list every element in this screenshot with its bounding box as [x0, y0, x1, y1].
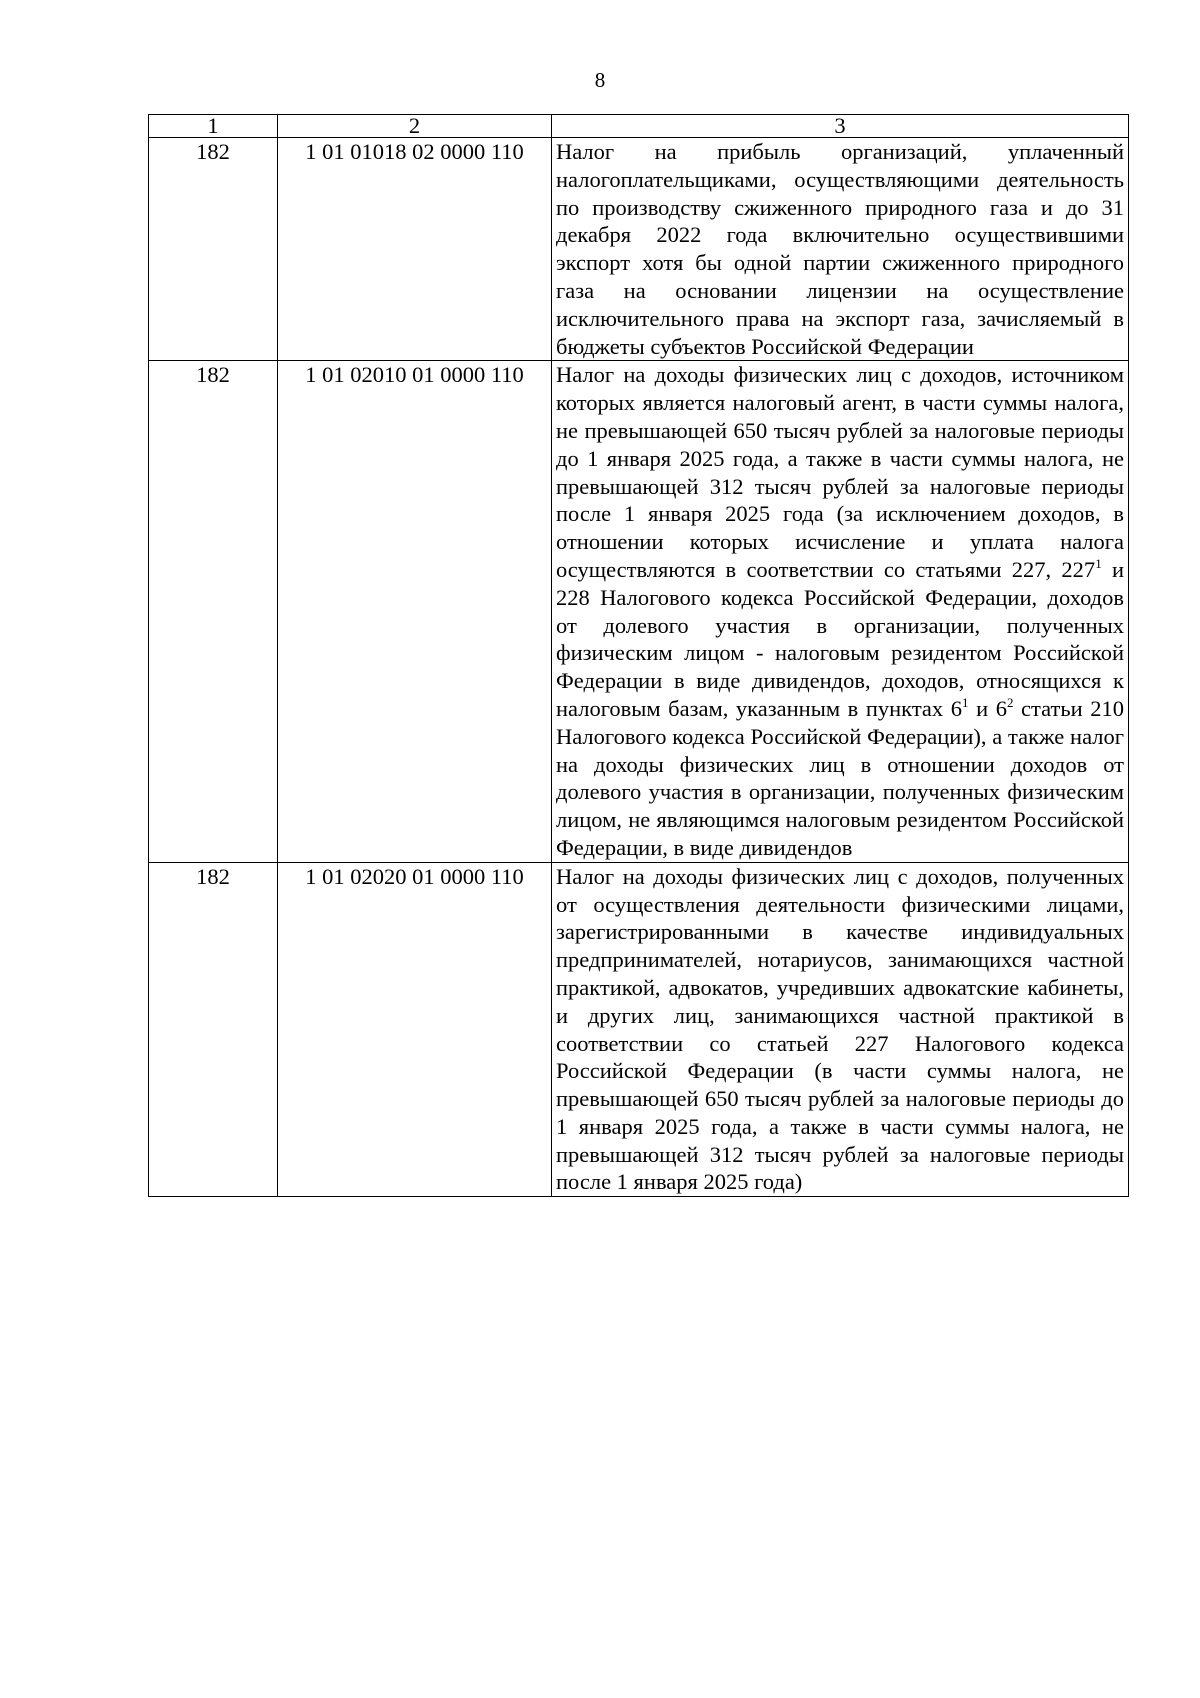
table-row	[149, 361, 1129, 862]
income-name-text-part: и 6	[968, 695, 1007, 721]
table-row	[149, 862, 1129, 1197]
income-name-cell	[552, 361, 1129, 862]
budget-classification-table	[148, 114, 1129, 1197]
income-name-text-part: Налог на доходы физических лиц с доходов, источником которых является налоговый агент, в части суммы налога, не превышающей 650 тысяч рублей за налоговые периоды до 1 января 2025 года, а также в части суммы налога, не превышающей 312 тысяч рублей за налоговые периоды после 1 января 2025 года (за исключением доходов, в отношении которых исчисление и уплата налога осуществляются в соответствии со статьями 227, 227	[556, 362, 1124, 582]
income-name-text-part: и 228 Налогового кодекса Российской Федерации, доходов от долевого участия в организации, полученных физическим лицом - налоговым резидентом Российской Федерации в виде дивидендов, доходов, относящихся к налоговым базам, указанным в пунктах 6	[556, 556, 1124, 721]
kbk-code-cell: 1 01 02020 01 0000 110	[278, 862, 552, 1197]
superscript-index: 2	[1006, 694, 1014, 710]
column-header-2: 2	[278, 115, 552, 138]
table-row	[149, 138, 1129, 361]
admin-code-cell: 182	[149, 138, 278, 361]
column-header-1: 1	[149, 115, 278, 138]
admin-code-cell: 182	[149, 361, 278, 862]
income-name-cell: Налог на прибыль организаций, уплаченный налогоплательщиками, осуществляющими деятельность по производству сжиженного природного газа и до 31 декабря 2022 года включительно осуществившими экспорт хотя бы одной партии сжиженного природного газа на основании лицензии на осуществление исключительного права на экспорт газа, зачисляемый в бюджеты субъектов Российской Федерации	[552, 138, 1129, 361]
table-header-row	[149, 115, 1129, 138]
income-name-cell: Налог на доходы физических лиц с доходов, полученных от осуществления деятельности физическими лицами, зарегистрированными в качестве индивидуальных предпринимателей, нотариусов, занимающихся частной практикой, адвокатов, учредивших адвокатские кабинеты, и других лиц, занимающихся частной практикой в соответствии со статьей 227 Налогового кодекса Российской Федерации (в части суммы налога, не превышающей 650 тысяч рублей за налоговые периоды до 1 января 2025 года, а также в части суммы налога, не превышающей 312 тысяч рублей за налоговые периоды после 1 января 2025 года)	[552, 862, 1129, 1197]
kbk-code-cell: 1 01 01018 02 0000 110	[278, 138, 552, 361]
kbk-code-cell: 1 01 02010 01 0000 110	[278, 361, 552, 862]
superscript-index: 1	[1095, 555, 1102, 571]
column-header-3: 3	[552, 115, 1129, 138]
page-number: 8	[594, 68, 606, 92]
income-name-text-part: статьи 210 Налогового кодекса Российской Федерации), а также налог на доходы физических лиц в отношении доходов от долевого участия в организации, полученных физическим лицом, не являющимся налоговым резидентом Российской Федерации, в виде дивидендов	[556, 695, 1124, 860]
admin-code-cell: 182	[149, 862, 278, 1197]
superscript-index: 1	[962, 694, 969, 710]
